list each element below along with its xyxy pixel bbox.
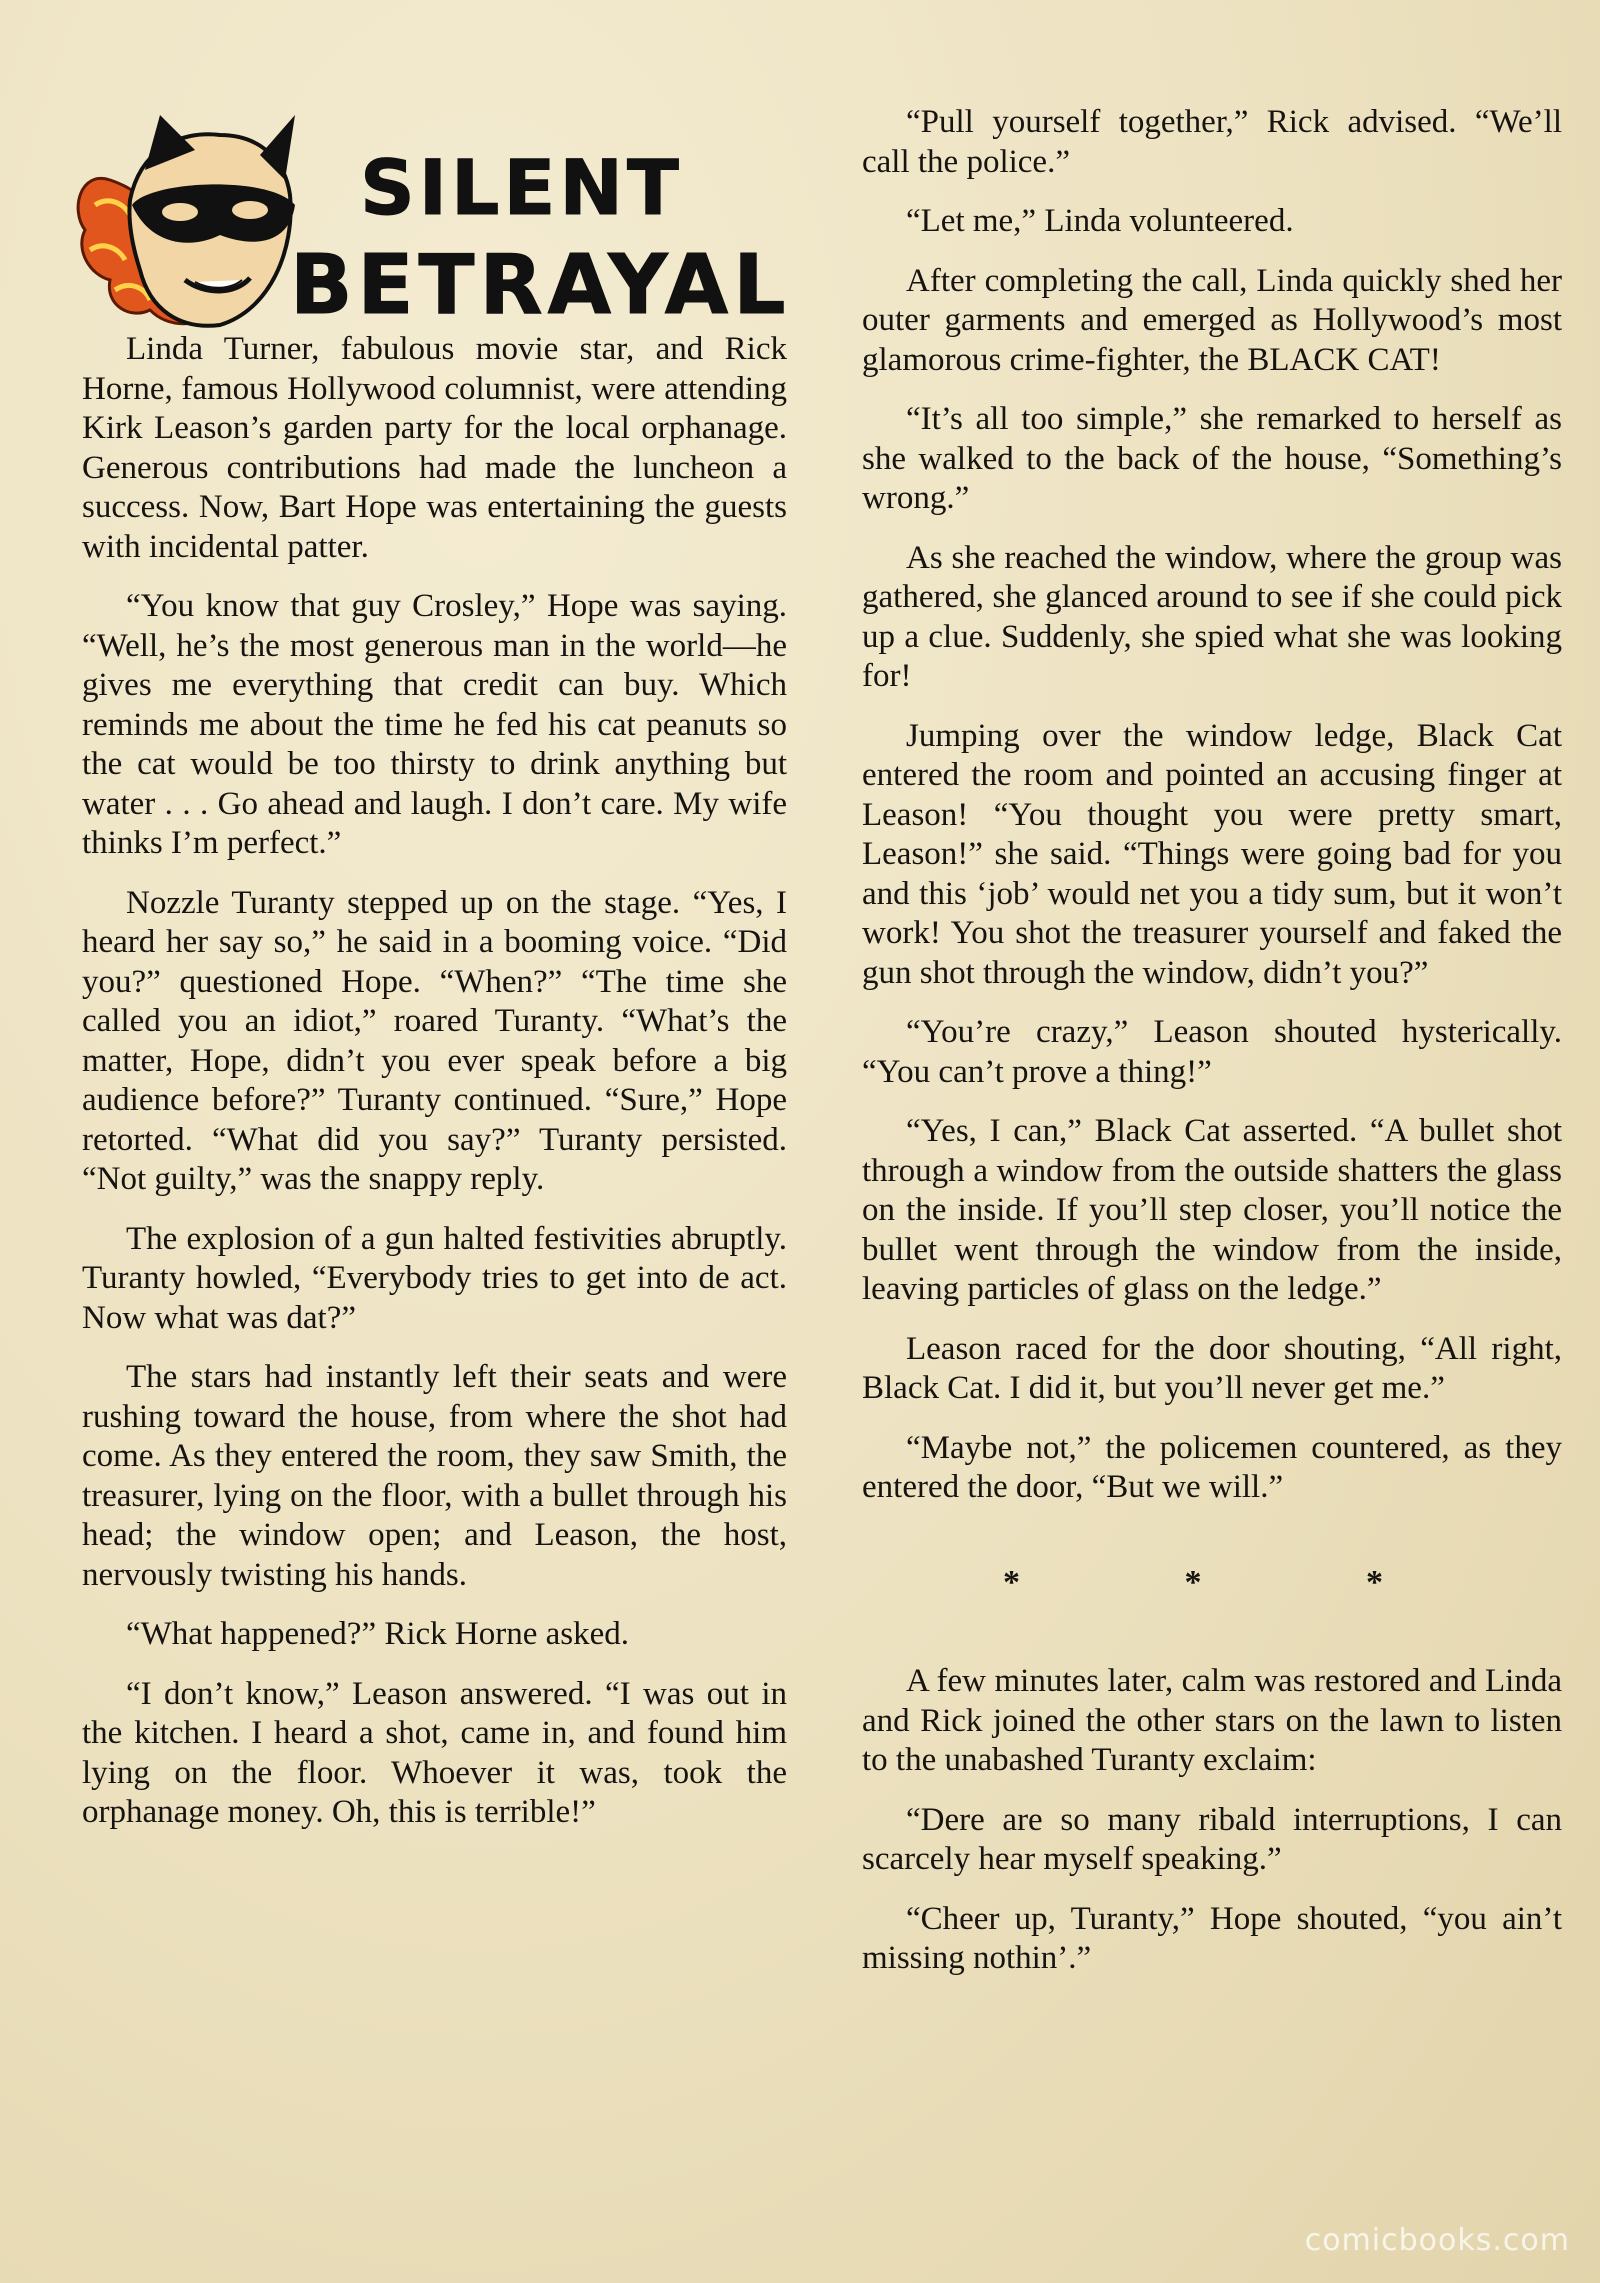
story-title-line-2: BETRAYAL [290, 238, 791, 333]
paragraph: A few minutes later, calm was restored and Linda and Rick joined the other stars on the lawn to listen to the unabashed Turanty exclaim: [862, 1663, 1562, 1778]
paragraph: Linda Turner, fabulous movie star, and Rick Horne, famous Hollywood columnist, were attending Kirk Leason’s garden party for the local orphanage. Generous contributions had made the luncheon a success. Now, Bart Hope was entertaining the guests with incidental patter. [82, 331, 787, 565]
paragraph: “Let me,” Linda volunteered. [906, 203, 1294, 239]
paragraph: “Yes, I can,” Black Cat asserted. “A bullet shot through a window from the outside shatters the glass on the inside. If you’ll step closer, you’ll notice the bullet went through the window from the inside, leaving particles of glass on the ledge.” [862, 1113, 1562, 1307]
paragraph: Jumping over the window ledge, Black Cat entered the room and pointed an accusing finger at Leason! “You thought you were pretty smart, Leason!” she said. “Things were going bad for you and this ‘job’ would net you a tidy sum, but it won’t work! You shot the treasurer yourself and faked the gun shot through the window, didn’t you?” [862, 717, 1562, 991]
section-separator: * * * [1003, 1563, 1461, 1601]
paragraph: “Dere are so many ribald interruptions, I can scarcely hear myself speaking.” [862, 1801, 1562, 1877]
paragraph: “It’s all too simple,” she remarked to herself as she walked to the back of the house, “Something’s wrong.” [862, 401, 1562, 516]
paragraph: “Pull yourself together,” Rick advised. “We’ll call the police.” [862, 104, 1562, 180]
story-title-line-1: SILENT [360, 143, 683, 232]
paragraph: “Maybe not,” the policemen countered, as they entered the door, “But we will.” [862, 1429, 1562, 1505]
paragraph: “Cheer up, Turanty,” Hope shouted, “you ain’t missing nothin’.” [862, 1900, 1562, 1976]
paragraph: Leason raced for the door shouting, “All right, Black Cat. I did it, but you’ll never get me.” [862, 1330, 1562, 1406]
left-text-column [82, 330, 787, 1853]
paragraph: The stars had instantly left their seats and were rushing toward the house, from where the shot had come. As they entered the room, they saw Smith, the treasurer, lying on the floor, with a bullet through his head; the window open; and Leason, the host, nervously twisting his hands. [82, 1359, 787, 1593]
story-header [70, 110, 791, 340]
paragraph: Nozzle Turanty stepped up on the stage. “Yes, I heard her say so,” he said in a booming voice. “Did you?” questioned Hope. “When?” “The time she called you an idiot,” roared Turanty. “What’s the matter, Hope, didn’t you ever speak before a big audience before?” Turanty continued. “Sure,” Hope retorted. “What did you say?” Turanty persisted. “Not guilty,” was the snappy reply. [82, 884, 787, 1197]
paragraph: “You know that guy Crosley,” Hope was saying. “Well, he’s the most generous man in the world—he gives me everything that credit can buy. Which reminds me about the time he fed his cat peanuts so the cat would be too thirsty to drink anything but water . . . Go ahead and laugh. I don’t care. My wife thinks I’m perfect.” [82, 588, 787, 861]
paragraph: The explosion of a gun halted festivities abruptly. Turanty howled, “Everybody tries to get into de act. Now what was dat?” [82, 1220, 787, 1336]
watermark: comicbooks.com [1304, 2223, 1570, 2258]
paragraph: After completing the call, Linda quickly shed her outer garments and emerged as Hollywood’s most glamorous crime-fighter, the BLACK CAT! [862, 262, 1562, 378]
paragraph: As she reached the window, where the group was gathered, she glanced around to see if she could pick up a clue. Suddenly, she spied what she was looking for! [862, 539, 1562, 694]
paragraph: “I don’t know,” Leason answered. “I was out in the kitchen. I heard a shot, came in, and found him lying on the floor. Whoever it was, took the orphanage money. Oh, this is terrible!” [82, 1675, 787, 1830]
right-text-column [862, 103, 1562, 1999]
black-cat-masked-face-icon [70, 110, 310, 340]
paragraph: “What happened?” Rick Horne asked. [126, 1616, 630, 1652]
paragraph: “You’re crazy,” Leason shouted hysterically. “You can’t prove a thing!” [862, 1014, 1562, 1090]
